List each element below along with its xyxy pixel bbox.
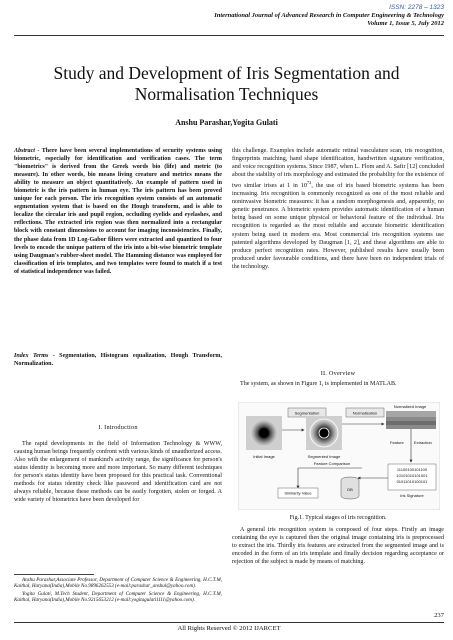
section-heading-overview: II. Overview [320, 370, 356, 377]
feature-label: Feature [390, 440, 404, 445]
index-terms [14, 352, 222, 368]
abstract [14, 147, 222, 276]
abstract-text: - There have been several implementations of security systems using biometric, especially for identification and verification cases. The term "biometrics" is derived from the Greek words bio (life) and metric (to measure). In other words, bio means living creature and metrics means the ability to measure an object quantitatively. An example of pattern used in biometric is the iris pattern in human eye. The iris pattern has been proved unique for each person. The iris recognition system consists of an automatic segmentation system that is based on the Hough transform, and is able to localize the circular iris and pupil region, occluding eyelids and eyelashes, and reflections. The extracted iris region was then normalized into a rectangular block with constant dimensions to account for imaging inconsistencies. Finally, the phase data from 1D Log-Gabor filters were extracted and quantized to four levels to encode the unique pattern of the iris into a bit-wise biometric template using Daugman's rubber-sheet model. The Hamming distance was employed for classification of iris templates, and two templates were found to match if a test of statistical independence was failed. [14, 148, 222, 275]
footnotes [14, 577, 222, 605]
page-number: 237 [434, 612, 444, 619]
code-line-1: 11100100101100 [396, 467, 428, 472]
footnote-rule [14, 574, 94, 575]
segmented-image-label: Segmented Image [307, 454, 341, 459]
feature-comparison-label: Feature Comparison [313, 461, 351, 466]
index-terms-text: - Segmentation, Histogram equalization, Hough Transform, Normalization. [14, 353, 222, 367]
introduction-text: The rapid developments in the field of Information Technology & WWW, causing human beings frequently confront with various kinds of unauthorized access. Also with the enlargement of mankind's activity range, the significance for person's status identity is becoming more and more important. So many different techniques for person's status identity have been proposed for this practical task. Conventional methods for status identity check like password and identification card are not always reliable, because these methods can be easily forgotten, stolen or forged. A wide variety of biometrics have been developed for [14, 441, 222, 504]
figure-caption: Fig.1. Typical stages of iris recognition. [289, 515, 387, 521]
right-paragraph-1: this challenge. Examples include automatic retinal vasculature scan, iris recognition, fingerprints matching, hand shape identification, handwritten signature verification, and voice recognition systems. Since 1987, when L. Flom and A. Safir [12] concluded about the stability of iris morphology and estimated the probability for the existence of two similar irises at 1 in $10^{72}$, the use of iris based biometric systems has been increasing. Iris recognition is commonly recognized as one of the most reliable and noninvasive biometric measures: it has a random morphogenesis and, apparently, no genetic penetrance. A biometric system provides automatic identification of a human being based on some unique physical or behavioral feature of the individual. Iris recognition is regarded as the most reliable and accurate biometric identification system being used in modern era. Most commercial iris recognition systems use patented algorithms developed by Daugman [1, 2], and these algorithms are able to produce perfect recognition rates. However, published results have usually been produced under favourable conditions, and there have been no independent trials of the technology. [232, 148, 444, 270]
index-terms-label: Index Terms [14, 353, 49, 359]
figure-iris-stages [238, 402, 440, 510]
journal-name: International Journal of Advanced Research in Computer Engineering & Technology [214, 12, 444, 19]
journal-volume: Volume 1, Issue 5, July 2012 [367, 20, 444, 27]
footer-rule [14, 622, 444, 623]
segmentation-label: Segmentation [294, 410, 320, 416]
overview-text: The system, as shown in Figure 1, is implemented in MATLAB. [240, 381, 397, 387]
initial-image-label: Initial Image [253, 454, 275, 459]
general-system-text: A general iris recognition system is composed of four steps. Firstly an image containing the eye is captured then the original image containing iris is preprocessed to extract the iris. Thirdly iris features are extracted from the segmented image and is encoded in the form of an iris template and finally decision regarding acceptance or rejection of the subject is made by means of matching. [232, 527, 444, 566]
title-line-2: Normalisation Techniques [134, 84, 319, 104]
normalized-image-label: Normalized Image [393, 404, 427, 409]
similarity-value-label: Similarity Value [284, 490, 312, 496]
title-line-1: Study and Development of Iris Segmentation and [53, 63, 400, 83]
extraction-label: Extraction [414, 440, 432, 445]
paper-title [20, 63, 433, 105]
footer-rights: All Rights Reserved © 2012 IJARCET [177, 625, 281, 632]
issn: ISSN: 2278 – 1323 [389, 4, 444, 11]
abstract-label: Abstract [14, 148, 35, 154]
footnote-author-1: Anshu Parashar,Associate Professor, Department of Computer Science & Engineering, H.C.T.M, Kaithal, Haryana(India),Mobile No.9896262553 (e-mail:parashar_anshul@yahoo.com). [14, 577, 222, 590]
journal-header [110, 12, 444, 28]
section-heading-introduction: I. Introduction [98, 424, 138, 431]
header-rule [14, 35, 444, 36]
db-label: DB [347, 487, 353, 492]
code-line-2: 10101010101001 [396, 473, 428, 478]
authors: Anshu Parashar,Yogita Gulati [175, 118, 278, 127]
iris-signature-label: Iris Signature [400, 493, 424, 498]
normalisation-label: Normalisation [352, 410, 378, 416]
db-icon [341, 477, 359, 499]
left-column [14, 147, 222, 604]
code-line-3: 01011010100101 [396, 479, 428, 484]
footnote-author-2: Yogita Gulati, M.Tech Student, Department of Computer Science & Engineering, H.C.T.M, Kaithal, Haryana(India),Mobile No.9215653212 (e-mail:yogitagulati1111@yahoo.com). [14, 590, 222, 604]
